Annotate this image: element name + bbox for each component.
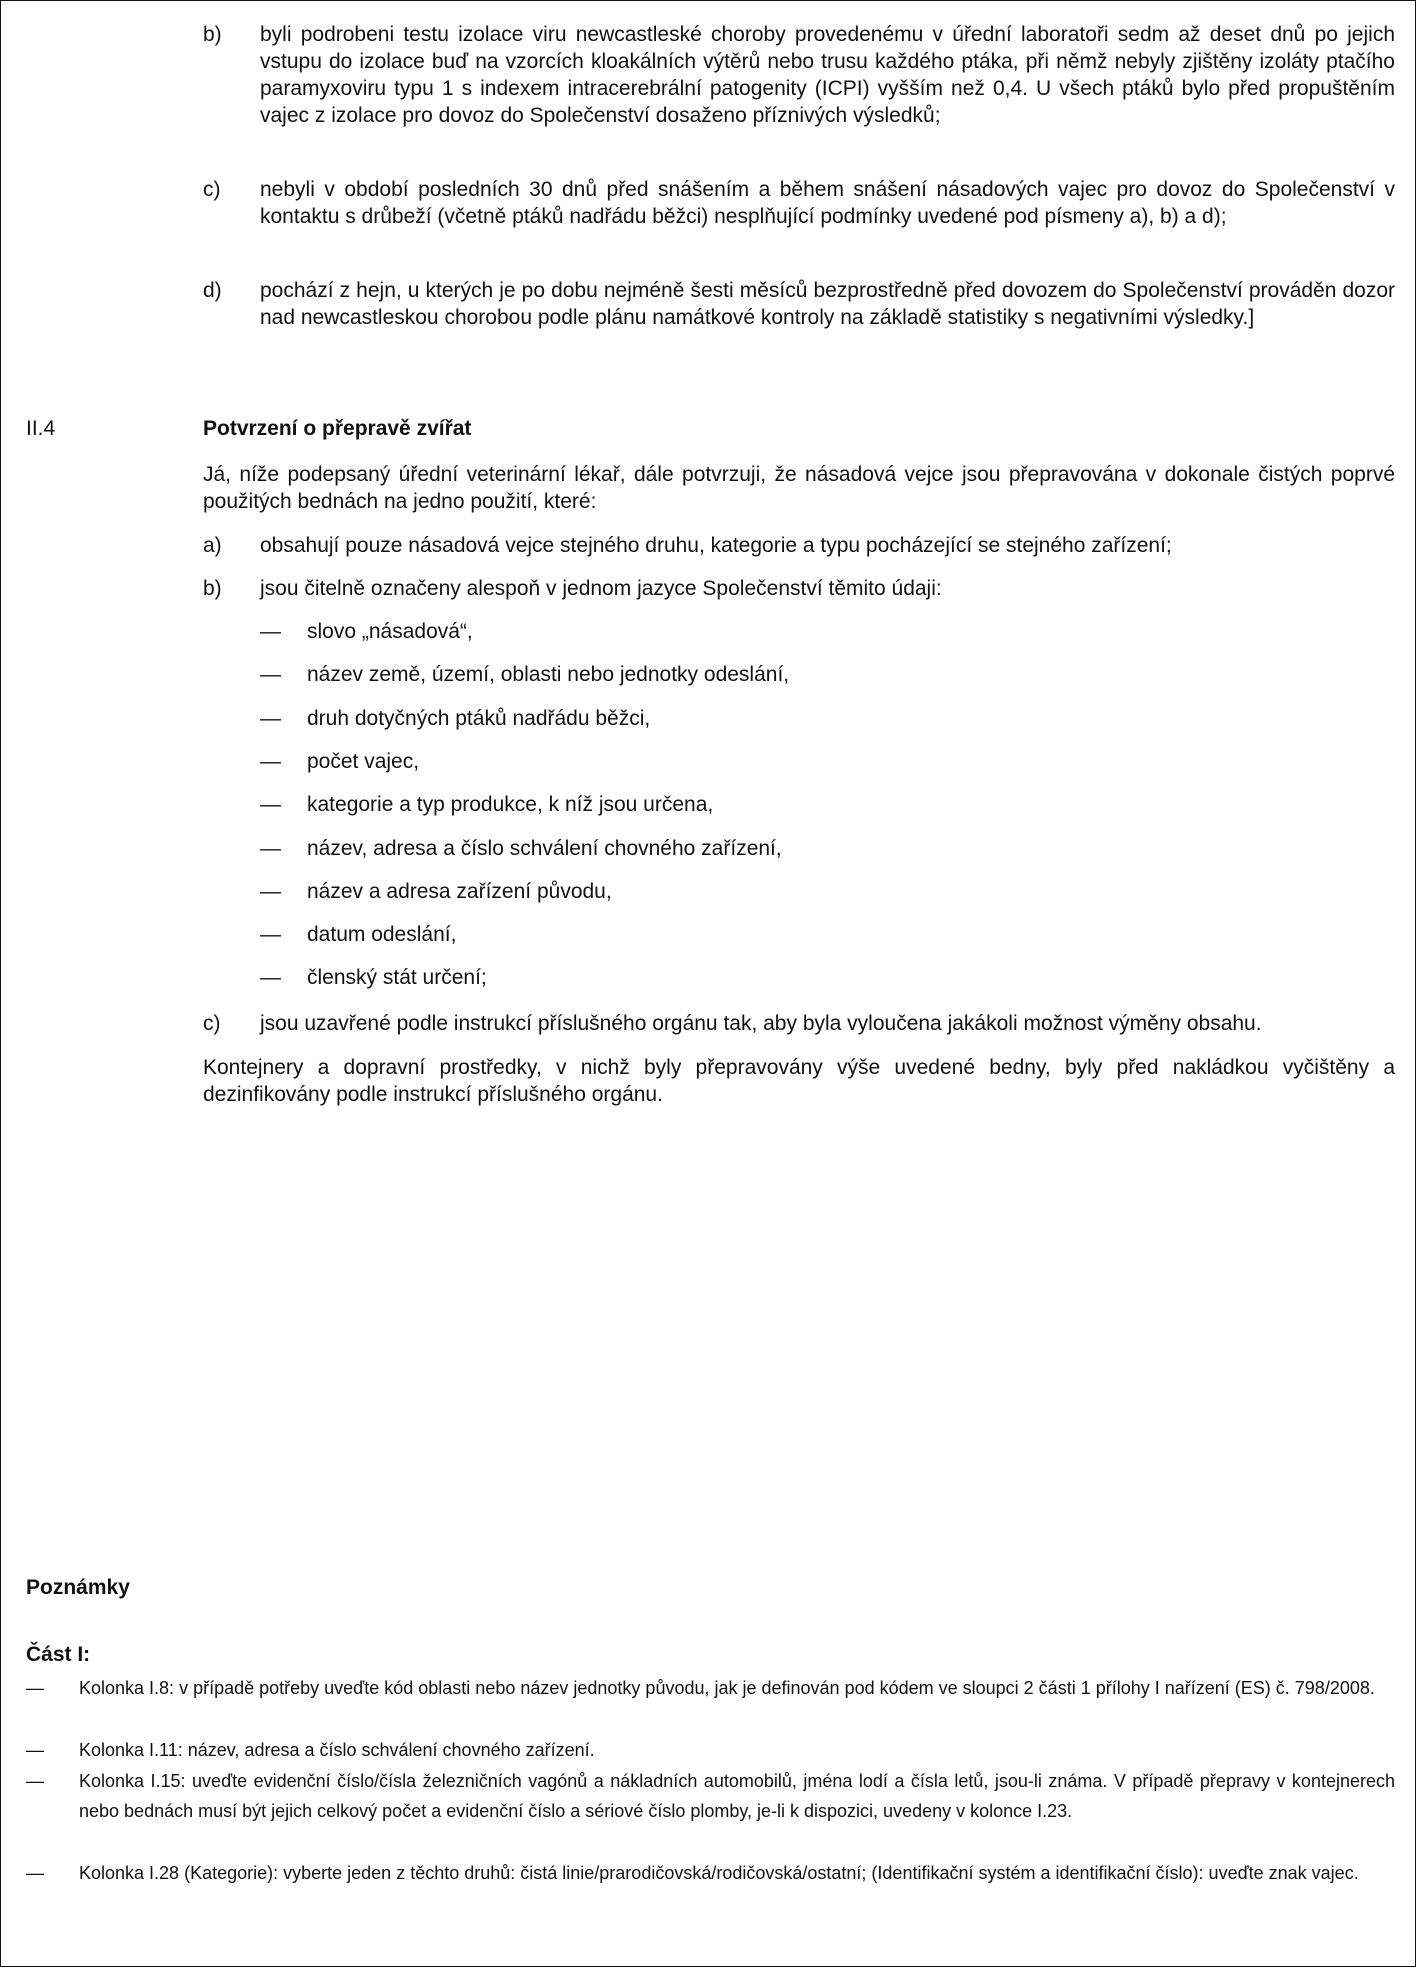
note-item: Kolonka I.11: název, adresa a číslo schválení chovného zařízení. (79, 1740, 595, 1760)
section-number: II.4 (26, 417, 56, 440)
note-item: Kolonka I.28 (Kategorie): vyberte jeden z těchto druhů: čistá linie/prarodičovská/rodičovská/ostatní; (Identifikační systém a identifikační číslo): uveďte znak vajec. (79, 1863, 1359, 1883)
dash-bullet: — (260, 793, 281, 816)
section-intro: Já, níže podepsaný úřední veterinární lékař, dále potvrzuji, že násadová vejce jsou přepravována v dokonale čistých poprvé použitých bednách na jedno použití, které: (203, 463, 1395, 513)
marking-list-item: název země, území, oblasti nebo jednotky odeslání, (307, 663, 790, 686)
marking-list-item: počet vajec, (307, 750, 420, 773)
marking-list-item: datum odeslání, (307, 923, 457, 946)
item-label-b: b) (203, 577, 222, 600)
item-label-b: b) (203, 23, 222, 46)
dash-bullet: — (260, 620, 281, 643)
dash-bullet: — (260, 750, 281, 773)
item-text-c: jsou uzavřené podle instrukcí příslušného orgánu tak, aby byla vyloučena jakákoli možnost výměny obsahu. (260, 1012, 1262, 1035)
dash-bullet: — (260, 880, 281, 903)
note-dash: — (26, 1678, 44, 1698)
item-text-b: jsou čitelně označeny alespoň v jednom jazyce Společenství těmito údaji: (260, 577, 942, 600)
notes-part-heading: Část I: (26, 1643, 91, 1666)
section-title: Potvrzení o přepravě zvířat (203, 417, 472, 440)
marking-list-item: název a adresa zařízení původu, (307, 880, 612, 903)
note-item: Kolonka I.15: uveďte evidenční číslo/čísla železničních vagónů a nákladních automobilů, jména lodí a čísla letů, jsou-li známa. V případě přepravy v kontejnerech nebo bednách musí být jejich celkový počet a evidenční číslo a sériové číslo plomby, je-li k dispozici, uvedeny v kolonce I.23. (79, 1771, 1395, 1821)
item-label-a: a) (203, 534, 222, 557)
note-dash: — (26, 1740, 44, 1760)
item-text-a: obsahují pouze násadová vejce stejného druhu, kategorie a typu pocházející se stejného zařízení; (260, 534, 1172, 557)
item-label-c: c) (203, 1012, 221, 1035)
marking-list-item: členský stát určení; (307, 966, 487, 989)
notes-heading: Poznámky (26, 1576, 130, 1599)
dash-bullet: — (260, 923, 281, 946)
item-label-d: d) (203, 279, 222, 302)
item-text-c: nebyli v období posledních 30 dnů před snášením a během snášení násadových vajec pro dovoz do Společenství v kontaktu s drůbeží (včetně ptáků nadřádu běžci) nesplňující podmínky uvedené pod písmeny a), b) a d); (260, 178, 1395, 228)
item-text-d: pochází z hejn, u kterých je po dobu nejméně šesti měsíců bezprostředně před dovozem do Společenství prováděn dozor nad newcastleskou chorobou podle plánu namátkové kontroly na základě statistiky s negativními výsledky.] (260, 279, 1395, 329)
marking-list-item: druh dotyčných ptáků nadřádu běžci, (307, 707, 651, 730)
note-dash: — (26, 1771, 44, 1791)
dash-bullet: — (260, 966, 281, 989)
item-text-b: byli podrobeni testu izolace viru newcastleské choroby provedenému v úřední laboratoři sedm až deset dnů po jejich vstupu do izolace buď na vzorcích kloakálních výtěrů nebo trusu každého ptáka, při němž nebyly zjištěny izoláty ptačího paramyxoviru typu 1 s indexem intracerebrální patogenity (ICPI) vyšším než 0,4. U všech ptáků bylo před propuštěním vajec z izolace pro dovoz do Společenství dosaženo příznivých výsledků; (260, 23, 1395, 127)
dash-bullet: — (260, 837, 281, 860)
note-dash: — (26, 1863, 44, 1883)
marking-list-item: kategorie a typ produkce, k níž jsou určena, (307, 793, 714, 816)
item-label-c: c) (203, 178, 221, 201)
closing-paragraph: Kontejnery a dopravní prostředky, v nichž byly přepravovány výše uvedené bedny, byly před nakládkou vyčištěny a dezinfikovány podle instrukcí příslušného orgánu. (203, 1056, 1395, 1106)
dash-bullet: — (260, 707, 281, 730)
marking-list-item: název, adresa a číslo schválení chovného zařízení, (307, 837, 782, 860)
dash-bullet: — (260, 663, 281, 686)
marking-list-item: slovo „násadová“, (307, 620, 473, 643)
note-item: Kolonka I.8: v případě potřeby uveďte kód oblasti nebo název jednotky původu, jak je definován pod kódem ve sloupci 2 části 1 přílohy I nařízení (ES) č. 798/2008. (79, 1678, 1375, 1698)
